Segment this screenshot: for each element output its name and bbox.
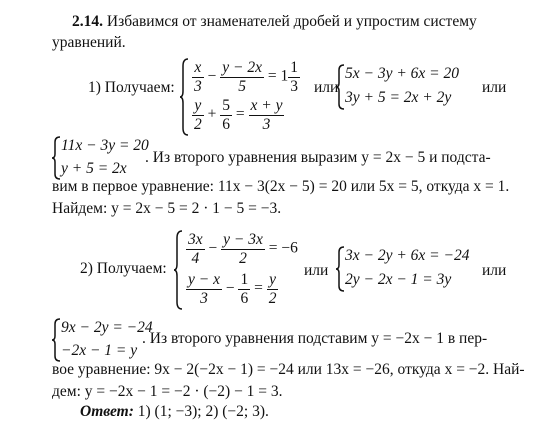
part2-sys-a-row1: $\frac{3x}{4}$ − $\frac{y - 3x}{2}$ = −6	[188, 231, 298, 267]
part2-sys-b-brace	[336, 246, 345, 292]
part2-sys-c-row2: −2x − 1 = y	[61, 342, 138, 359]
part1-sys-a-row2: $\frac{y}{2}$ + $\frac{5}{6}$ = $\frac{x + y}{3}$	[194, 97, 283, 133]
part2-sys-b-row2: 2y − 2x − 1 = 3y	[345, 271, 452, 288]
part1-sys-b-brace	[336, 64, 345, 110]
part2-or: или	[304, 262, 329, 279]
part1-sys-a-row1: $\frac{x}{3}$ − $\frac{y - 2x}{5}$ = 1 $\frac{1}{3}$	[194, 59, 298, 95]
answer-line	[80, 404, 269, 420]
part2-sys-a-row2: $\frac{y - x}{3}$ − $\frac{1}{6}$ = $\frac{y}{2}$	[188, 271, 277, 307]
intro-line1: Избавимся от знаменателей дробей и упростим систему	[106, 13, 477, 30]
intro-line2: уравнений.	[52, 34, 126, 51]
part2-sys-a-brace	[174, 230, 184, 310]
part2-text2: вое уравнение: 9x − 2(−2x − 1) = −24 или 13x = −26, откуда x = −2. Най-	[52, 361, 525, 378]
part1-text2: вим в первое уравнение: 11x − 3(2x − 5) = 20 или 5x = 5, откуда x = 1.	[52, 178, 510, 195]
part1-sys-b-row2: 3y + 5 = 2x + 2y	[345, 89, 452, 106]
answer-label: Ответ:	[80, 403, 134, 420]
part2-sys-c-brace	[52, 318, 61, 362]
part1-text3: Найдем: y = 2x − 5 = 2 · 1 − 5 = −3.	[52, 200, 282, 217]
problem-header	[72, 14, 477, 30]
part2-text3: дем: y = −2x − 1 = −2 · (−2) − 1 = 3.	[52, 383, 283, 400]
part1-sys-c-brace	[52, 136, 61, 180]
part1-sys-b-row1: 5x − 3y + 6x = 20	[345, 65, 460, 82]
part2-text1: . Из второго уравнения подставим y = −2x − 1 в пер-	[142, 330, 488, 347]
part1-or: или	[314, 79, 339, 96]
part1-sys-c-row1: 11x − 3y = 20	[61, 137, 149, 154]
part2-or-end: или	[482, 262, 507, 279]
part2-label: 2) Получаем:	[80, 260, 167, 277]
part1-text1: . Из второго уравнения выразим y = 2x − 5 и подста-	[145, 149, 491, 166]
part1-sys-a-brace	[180, 58, 190, 136]
part1-sys-c-row2: y + 5 = 2x	[61, 160, 127, 177]
answer-value: 1) (1; −3); 2) (−2; 3).	[137, 403, 269, 420]
part1-or-end: или	[482, 79, 507, 96]
part1-label: 1) Получаем:	[88, 79, 175, 96]
problem-number: 2.14.	[72, 13, 103, 30]
part2-sys-b-row1: 3x − 2y + 6x = −24	[345, 247, 470, 264]
part2-sys-c-row1: 9x − 2y = −24	[61, 319, 153, 336]
